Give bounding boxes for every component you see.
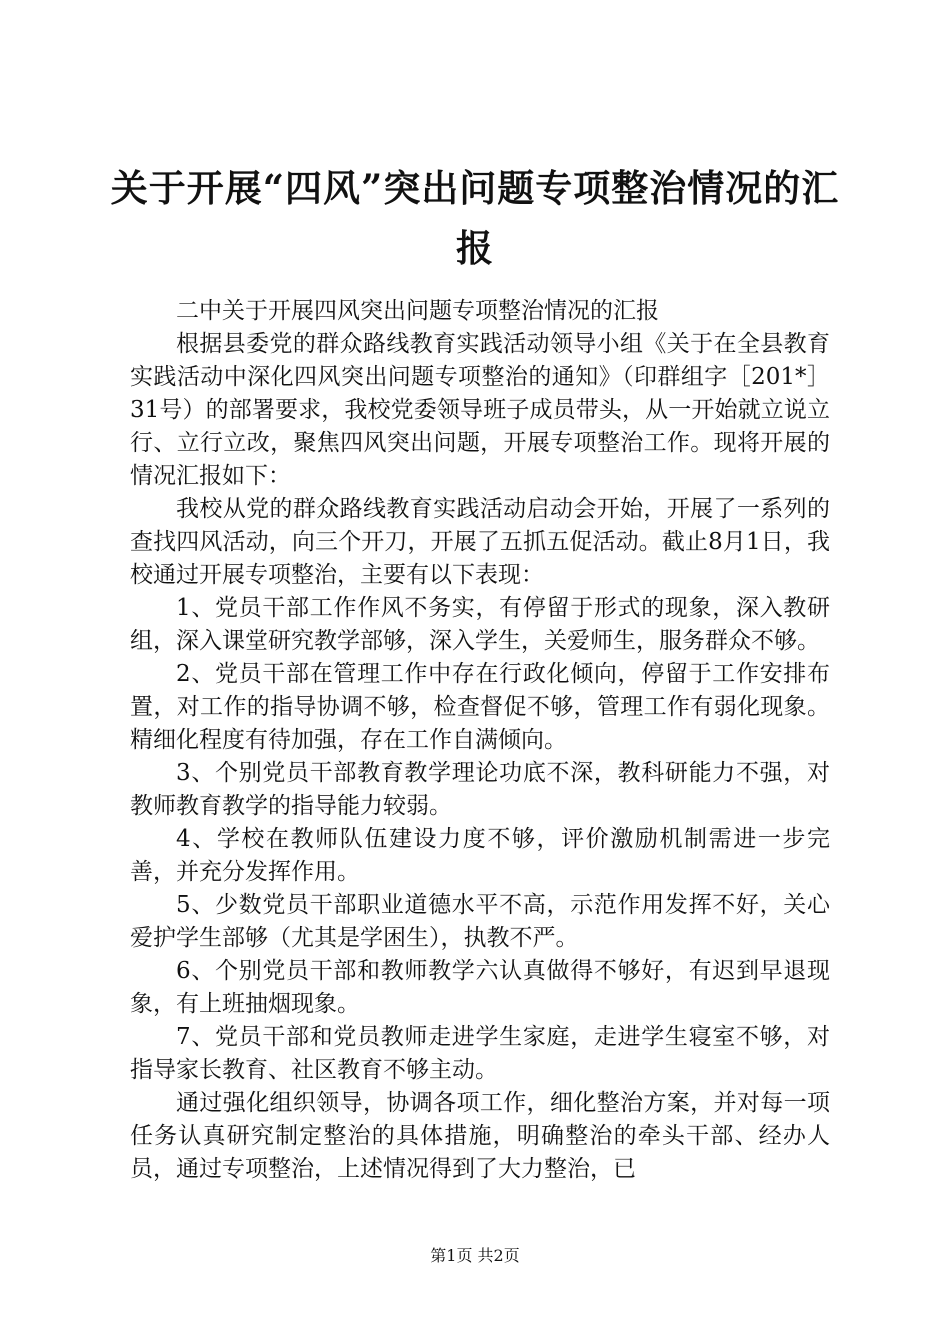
paragraph: 我校从党的群众路线教育实践活动启动会开始，开展了一系列的查找四风活动，向三个开刀，开展了五抓五促活动。截止8月1日，我校通过开展专项整治，主要有以下表现： — [130, 496, 830, 588]
list-item: 7、党员干部和党员教师走进学生家庭，走进学生寝室不够，对指导家长教育、社区教育不够主动。 — [130, 1024, 830, 1083]
list-item: 6、个别党员干部和教师教学六认真做得不够好，有迟到早退现象，有上班抽烟现象。 — [130, 958, 830, 1017]
list-item: 2、党员干部在管理工作中存在行政化倾向，停留于工作安排布置，对工作的指导协调不够，检查督促不够，管理工作有弱化现象。精细化程度有待加强，存在工作自满倾向。 — [130, 661, 830, 753]
paragraph: 根据县委党的群众路线教育实践活动领导小组《关于在全县教育实践活动中深化四风突出问题专项整治的通知》（印群组字［201*］31号）的部署要求，我校党委领导班子成员带头，从一开始就立说立行、立行立改，聚焦四风突出问题，开展专项整治工作。现将开展的情况汇报如下： — [130, 331, 830, 489]
list-item: 3、个别党员干部教育教学理论功底不深，教科研能力不强，对教师教育教学的指导能力较弱。 — [130, 760, 830, 819]
list-item: 5、少数党员干部职业道德水平不高，示范作用发挥不好，关心爱护学生部够（尤其是学困生），执教不严。 — [130, 892, 830, 951]
list-item: 4、学校在教师队伍建设力度不够，评价激励机制需进一步完善，并充分发挥作用。 — [130, 826, 830, 885]
page-number-footer: 第1页 共2页 — [430, 1246, 520, 1265]
document-title: 关于开展“四风”突出问题专项整治情况的汇报 — [110, 166, 840, 270]
paragraph-heading: 二中关于开展四风突出问题专项整治情况的汇报 — [176, 298, 659, 324]
list-item: 1、党员干部工作作风不务实，有停留于形式的现象，深入教研组，深入课堂研究教学部够，深入学生，关爱师生，服务群众不够。 — [130, 595, 830, 654]
paragraph: 通过强化组织领导，协调各项工作，细化整治方案，并对每一项任务认真研究制定整治的具体措施，明确整治的牵头干部、经办人员，通过专项整治，上述情况得到了大力整治，已 — [130, 1090, 830, 1182]
document-body — [130, 295, 830, 1186]
